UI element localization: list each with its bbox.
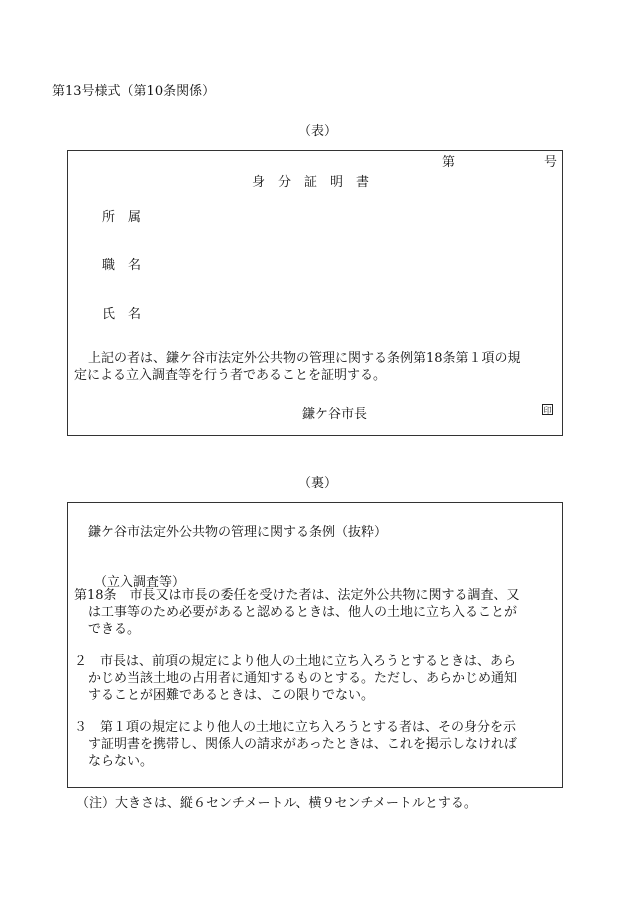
paragraph-3-line-2: す証明書を携帯し、関係人の請求があったときは、これを掲示しなければ (88, 737, 517, 752)
paragraph-2-line-2: かじめ当該土地の占用者に通知するものとする。ただし、あらかじめ通知 (88, 671, 518, 686)
statement-line-2: 定による立入調査等を行う者であることを証明する。 (74, 368, 387, 383)
front-side-label: （表） (298, 124, 338, 139)
article-line-1: 第18条 市長又は市長の委任を受けた者は、法定外公共物に関する調査、又 (74, 588, 520, 603)
field-position-label: 職 名 (102, 258, 142, 273)
front-card (67, 150, 563, 436)
number-suffix: 号 (544, 155, 558, 170)
field-affiliation-label: 所 属 (102, 210, 142, 225)
paragraph-3-line-1: ３ 第１項の規定により他人の土地に立ち入ろうとする者は、その身分を示 (74, 720, 517, 735)
number-prefix: 第 (442, 155, 456, 170)
article-line-3: できる。 (88, 622, 141, 637)
document-title: 身 分 証 明 書 (252, 175, 370, 190)
seal-mark: 印 (543, 406, 552, 415)
paragraph-3-line-3: ならない。 (88, 754, 154, 769)
form-title: 第13号様式（第10条関係） (52, 84, 216, 99)
paragraph-2-line-3: することが困難であるときは、この限りでない。 (88, 688, 375, 703)
issuer-title: 鎌ケ谷市長 (302, 407, 368, 422)
size-note: （注）大きさは、縦６センチメートル、横９センチメートルとする。 (76, 796, 477, 811)
field-name-label: 氏 名 (102, 307, 142, 322)
paragraph-2-line-1: ２ 市長は、前項の規定により他人の土地に立ち入ろうとするときは、あら (74, 654, 517, 669)
statement-line-1: 上記の者は、鎌ケ谷市法定外公共物の管理に関する条例第18条第１項の規 (88, 351, 521, 366)
article-line-2: は工事等のため必要があると認めるときは、他人の土地に立ち入ることが (88, 605, 518, 620)
back-card (67, 502, 563, 788)
excerpt-heading: 鎌ケ谷市法定外公共物の管理に関する条例（抜粋） (88, 525, 388, 540)
back-side-label: （裏） (298, 476, 338, 491)
article-subheading: （立入調査等） (94, 575, 186, 590)
